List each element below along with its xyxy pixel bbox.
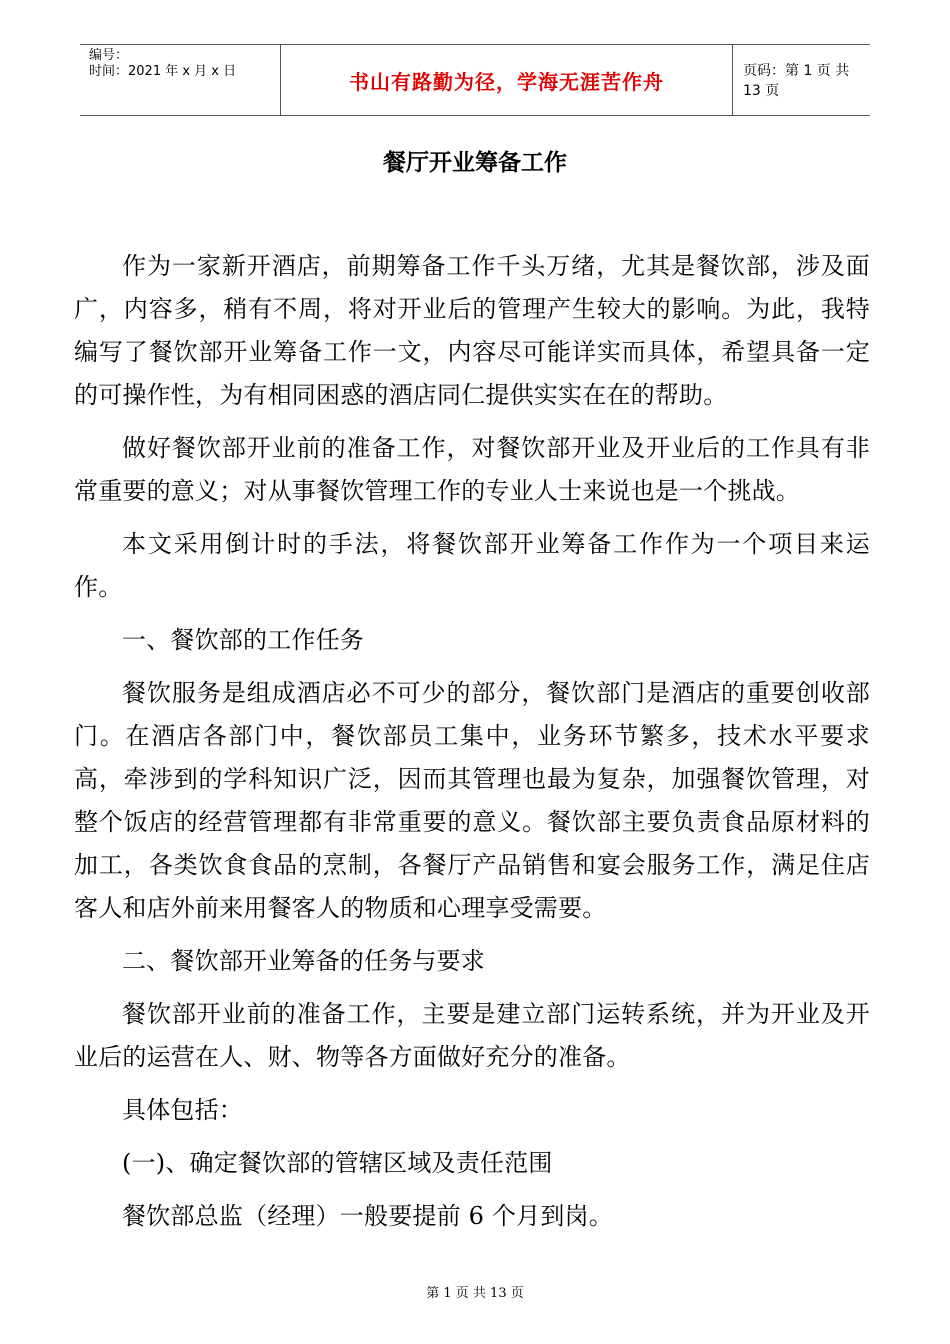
paragraph: 具体包括：	[122, 1096, 243, 1124]
paragraph: 做好餐饮部开业前的准备工作，对餐饮部开业及开业后的工作具有非常重要的意义；对从事餐饮管理工作的专业人士来说也是一个挑战。	[74, 434, 870, 505]
document-number-label: 编号：	[89, 48, 129, 63]
page-footer: 第 1 页 共 13 页	[426, 1286, 524, 1301]
document-body	[74, 245, 870, 1248]
section-heading: 一、餐饮部的工作任务	[122, 626, 364, 654]
header-meta	[80, 45, 280, 115]
subsection-heading: (一)、确定餐饮部的管辖区域及责任范围	[122, 1149, 553, 1177]
section-heading: 二、餐饮部开业筹备的任务与要求	[122, 947, 485, 975]
paragraph: 餐饮部开业前的准备工作，主要是建立部门运转系统，并为开业及开业后的运营在人、财、物等各方面做好充分的准备。	[74, 1000, 870, 1071]
paragraph: 餐饮服务是组成酒店必不可少的部分，餐饮部门是酒店的重要创收部门。在酒店各部门中，餐饮部员工集中，业务环节繁多，技术水平要求高，牵涉到的学科知识广泛，因而其管理也最为复杂，加强餐饮管理，对整个饭店的经营管理都有非常重要的意义。餐饮部主要负责食品原材料的加工，各类饮食食品的烹制，各餐厅产品销售和宴会服务工作，满足住店客人和店外前来用餐客人的物质和心理享受需要。	[74, 679, 870, 922]
paragraph: 本文采用倒计时的手法，将餐饮部开业筹备工作作为一个项目来运作。	[74, 530, 870, 601]
header-motto: 书山有路勤为径，学海无涯苦作舟	[280, 45, 733, 115]
document-header	[80, 44, 870, 116]
header-page-info: 页码：第 1 页 共 13 页	[743, 63, 850, 99]
paragraph: 作为一家新开酒店，前期筹备工作千头万绪，尤其是餐饮部，涉及面广，内容多，稍有不周，将对开业后的管理产生较大的影响。为此，我特编写了餐饮部开业筹备工作一文，内容尽可能详实而具体，希望具备一定的可操作性，为有相同困惑的酒店同仁提供实实在在的帮助。	[74, 252, 870, 409]
paragraph: 餐饮部总监（经理）一般要提前 6 个月到岗。	[122, 1202, 613, 1230]
document-title: 餐厅开业筹备工作	[383, 150, 567, 176]
document-time-label: 时间：2021 年 x 月 x 日	[89, 64, 237, 79]
